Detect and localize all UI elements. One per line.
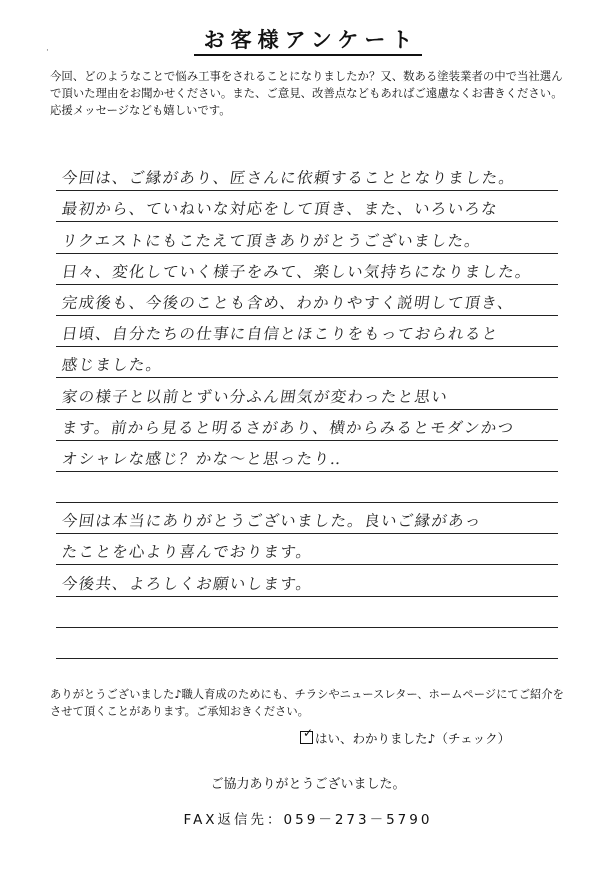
title-text: お客様アンケート <box>194 28 423 56</box>
answer-line-12 <box>56 503 558 534</box>
answer-line-15 <box>56 597 558 628</box>
answer-line-6 <box>56 316 558 347</box>
handwriting-9: ます。前から見ると明るさがあり、横からみるとモダンかつ <box>60 418 516 437</box>
handwriting-13: たことを心より喜んでおります。 <box>60 543 314 562</box>
answer-line-2 <box>56 191 558 222</box>
handwriting-5: 完成後も、今後のことも含め、わかりやすく説明して頂き、 <box>60 293 516 312</box>
consent-check <box>300 726 511 747</box>
answer-line-9 <box>56 410 558 441</box>
answer-line-4 <box>56 254 558 285</box>
answer-line-14 <box>56 565 558 596</box>
handwriting-7: 感じました。 <box>60 356 164 375</box>
fax-number: FAX返信先：059－273－5790 <box>183 812 433 828</box>
answer-line-13 <box>56 534 558 565</box>
answer-line-7 <box>56 347 558 378</box>
handwriting-6: 日頃、自分たちの仕事に自信とほこりをもっておられると <box>60 325 500 344</box>
answer-line-5 <box>56 285 558 316</box>
handwriting-8: 家の様子と以前とずい分ふん囲気が変わったと思い <box>60 387 450 406</box>
handwriting-4: 日々、変化していく様子をみて、楽しい気持ちになりました。 <box>60 262 534 281</box>
answer-lines <box>56 160 558 659</box>
answer-line-11 <box>56 472 558 503</box>
answer-line-16 <box>56 628 558 659</box>
intro-text: 今回、どのようなことで悩み工事をされることになりましたか？又、数ある塗装業者の中で当社選んで頂いた理由をお聞かせください。また、ご意見、改善点などもあればご遠慮なくお書きください。応援メッセージなども嬉しいです。 <box>50 69 563 117</box>
page-title <box>0 24 616 54</box>
check-mark-icon: ✓ <box>303 726 314 740</box>
publication-notice: ありがとうございました♪職人育成のためにも、チラシやニュースレター、ホームページにてご紹介をさせて頂くことがあります。ご承知おきください。 <box>50 688 564 718</box>
answer-line-8 <box>56 378 558 409</box>
handwriting-1: 今回は、ご縁があり、匠さんに依頼することとなりました。 <box>60 169 517 188</box>
answer-line-10 <box>56 441 558 472</box>
thanks-text: ご協力ありがとうございました。 <box>210 777 406 792</box>
handwriting-2: 最初から、ていねいな対応をして頂き、また、いろいろな <box>60 200 500 219</box>
handwriting-10: オシャレな感じ？かな～と思ったり‥ <box>60 449 344 468</box>
handwriting-12: 今回は本当にありがとうございました。良いご縁があっ <box>60 512 483 531</box>
answer-line-1 <box>56 160 558 191</box>
answer-line-3 <box>56 222 558 253</box>
handwriting-3: リクエストにもこたえて頂きありがとうございました。 <box>60 231 483 250</box>
consent-label: はい、わかりました♪（チェック） <box>315 731 511 746</box>
handwriting-14: 今後共、よろしくお願いします。 <box>60 574 314 593</box>
consent-checkbox[interactable] <box>300 726 314 744</box>
corner-mark: · <box>46 46 49 56</box>
